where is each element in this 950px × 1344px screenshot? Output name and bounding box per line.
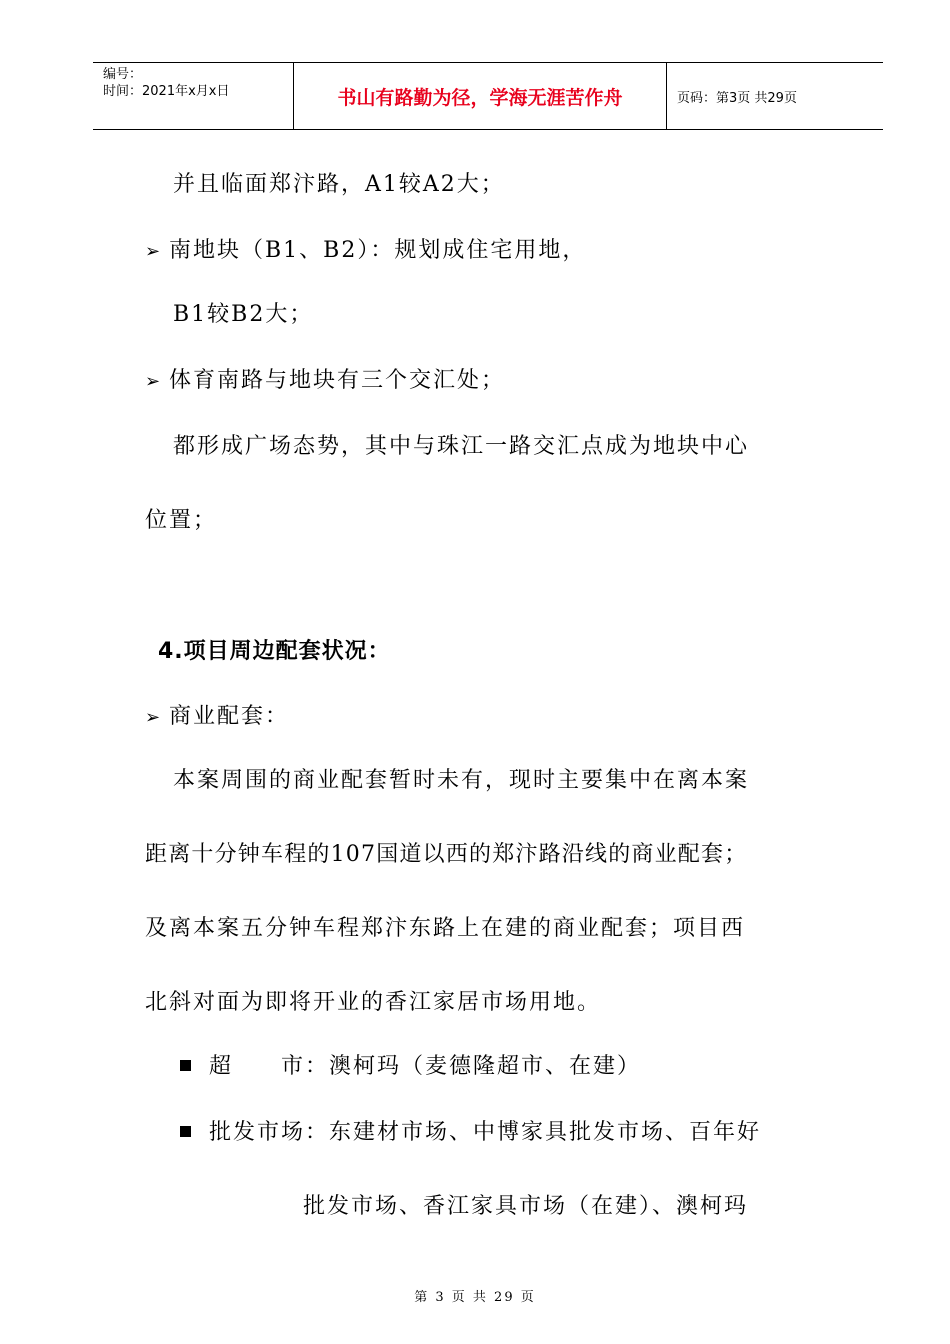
list-item-text: 批发市场：东建材市场、中博家具批发市场、百年好 [209,1120,762,1145]
body-line: 都形成广场态势，其中与珠江一路交汇点成为地块中心 [173,434,750,459]
header-page-info: 页码：第3页 共29页 [677,90,797,106]
list-item-text: 超 市：澳柯玛（麦德隆超市、在建） [209,1054,642,1079]
body-line: 及离本案五分钟车程郑汴东路上在建的商业配套；项目西 [145,916,746,941]
number-label: 编号： [103,67,143,82]
square-bullet-icon [180,1060,191,1071]
page-footer: 第 3 页 共 29 页 [414,1290,536,1305]
list-item [180,1118,761,1148]
time-label: 时间：2021年x月x日 [103,84,230,99]
body-line: 本案周围的商业配套暂时未有，现时主要集中在离本案 [173,768,750,793]
body-line: 距离十分钟车程的107国道以西的郑汴路沿线的商业配套； [145,842,748,867]
header-motto: 书山有路勤为径，学海无涯苦作舟 [294,63,667,129]
bullet-item [145,366,505,397]
list-item-continuation: 批发市场、香江家具市场（在建）、澳柯玛 [303,1194,749,1219]
header-meta [93,63,294,129]
square-bullet-icon [180,1126,191,1137]
bullet-text: 商业配套： [169,704,290,729]
body-line: B1较B2大； [173,302,314,327]
list-item [180,1052,641,1082]
bullet-text: 南地块（B1、B2）：规划成住宅用地， [169,238,587,263]
bullet-item [145,236,586,267]
page-header [93,62,883,130]
body-line: 位置； [145,508,218,533]
arrow-bullet-icon: ➢ [145,241,163,262]
body-line: 并且临面郑汴路，A1较A2大； [173,172,505,197]
arrow-bullet-icon: ➢ [145,707,163,728]
arrow-bullet-icon: ➢ [145,371,163,392]
body-line: 北斜对面为即将开业的香江家居市场用地。 [145,990,602,1015]
section-title: 4.项目周边配套状况： [158,639,391,664]
bullet-text: 体育南路与地块有三个交汇处； [169,368,506,393]
bullet-item [145,702,289,733]
